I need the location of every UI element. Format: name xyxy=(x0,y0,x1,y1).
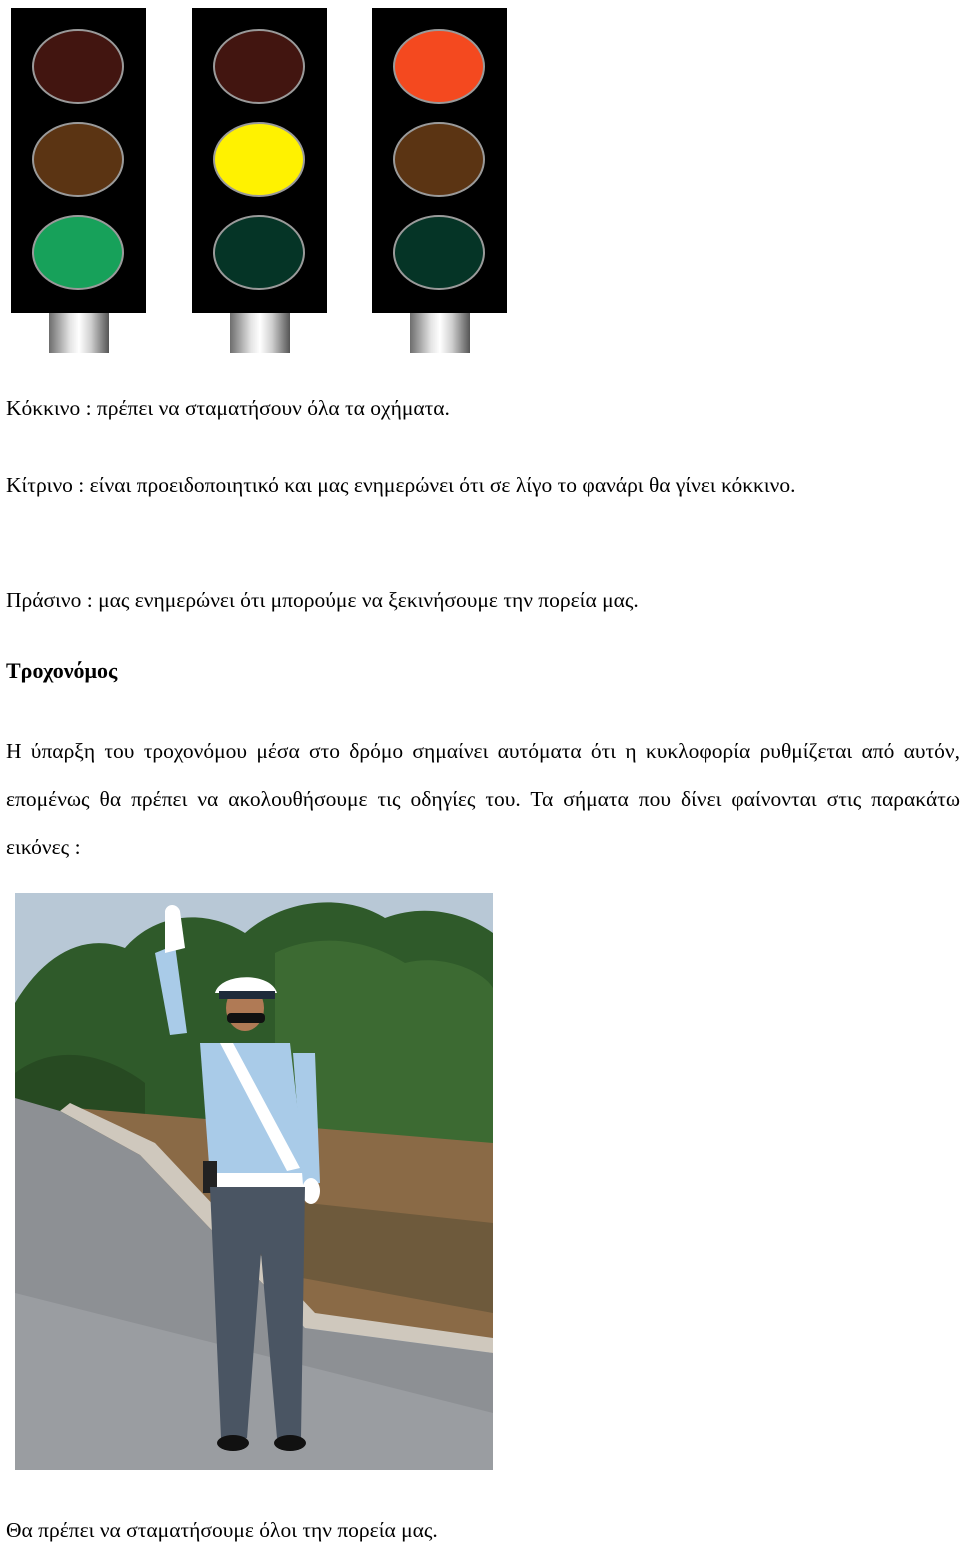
red-lamp xyxy=(32,29,124,104)
photo-caption: Θα πρέπει να σταματήσουμε όλοι την πορεία μας. xyxy=(6,1518,438,1542)
red-lamp xyxy=(393,29,485,104)
left-shoe xyxy=(217,1435,249,1451)
yellow-light-description: Κίτρινο : είναι προειδοποιητικό και μας ενημερώνει ότι σε λίγο το φανάρι θα γίνει κόκκινο. xyxy=(6,473,796,497)
traffic-light-pole xyxy=(49,313,109,353)
traffic-light-yellow xyxy=(192,8,327,353)
traffic-light-pole xyxy=(410,313,470,353)
green-light-description: Πράσινο : μας ενημερώνει ότι μπορούμε να ξεκινήσουμε την πορεία μας. xyxy=(6,588,639,612)
traffic-light-green xyxy=(11,8,146,353)
traffic-officer-photo xyxy=(15,893,493,1470)
red-light-description: Κόκκινο : πρέπει να σταματήσουν όλα τα οχήματα. xyxy=(6,396,450,420)
sunglasses xyxy=(227,1013,265,1023)
traffic-light-housing xyxy=(11,8,146,313)
belt xyxy=(210,1173,305,1187)
traffic-light-housing xyxy=(372,8,507,313)
right-shoe xyxy=(274,1435,306,1451)
traffic-light-pole xyxy=(230,313,290,353)
green-lamp xyxy=(393,215,485,290)
yellow-lamp xyxy=(32,122,124,197)
green-lamp xyxy=(213,215,305,290)
traffic-light-housing xyxy=(192,8,327,313)
yellow-lamp xyxy=(393,122,485,197)
yellow-lamp xyxy=(213,122,305,197)
traffic-officer-illustration xyxy=(15,893,493,1470)
traffic-lights-illustration xyxy=(0,0,960,360)
officer-paragraph: Η ύπαρξη του τροχονόμου μέσα στο δρόμο σημαίνει αυτόματα ότι η κυκλοφορία ρυθμίζεται από αυτόν, επομένως θα πρέπει να ακολουθήσουμε τις οδηγίες του. Τα σήματα που δίνει φαίνονται στις παρακάτω εικόνες : xyxy=(6,739,960,859)
traffic-light-red xyxy=(372,8,507,353)
section-heading: Τροχονόμος xyxy=(6,658,118,683)
green-lamp xyxy=(32,215,124,290)
red-lamp xyxy=(213,29,305,104)
cap-band xyxy=(219,991,275,999)
